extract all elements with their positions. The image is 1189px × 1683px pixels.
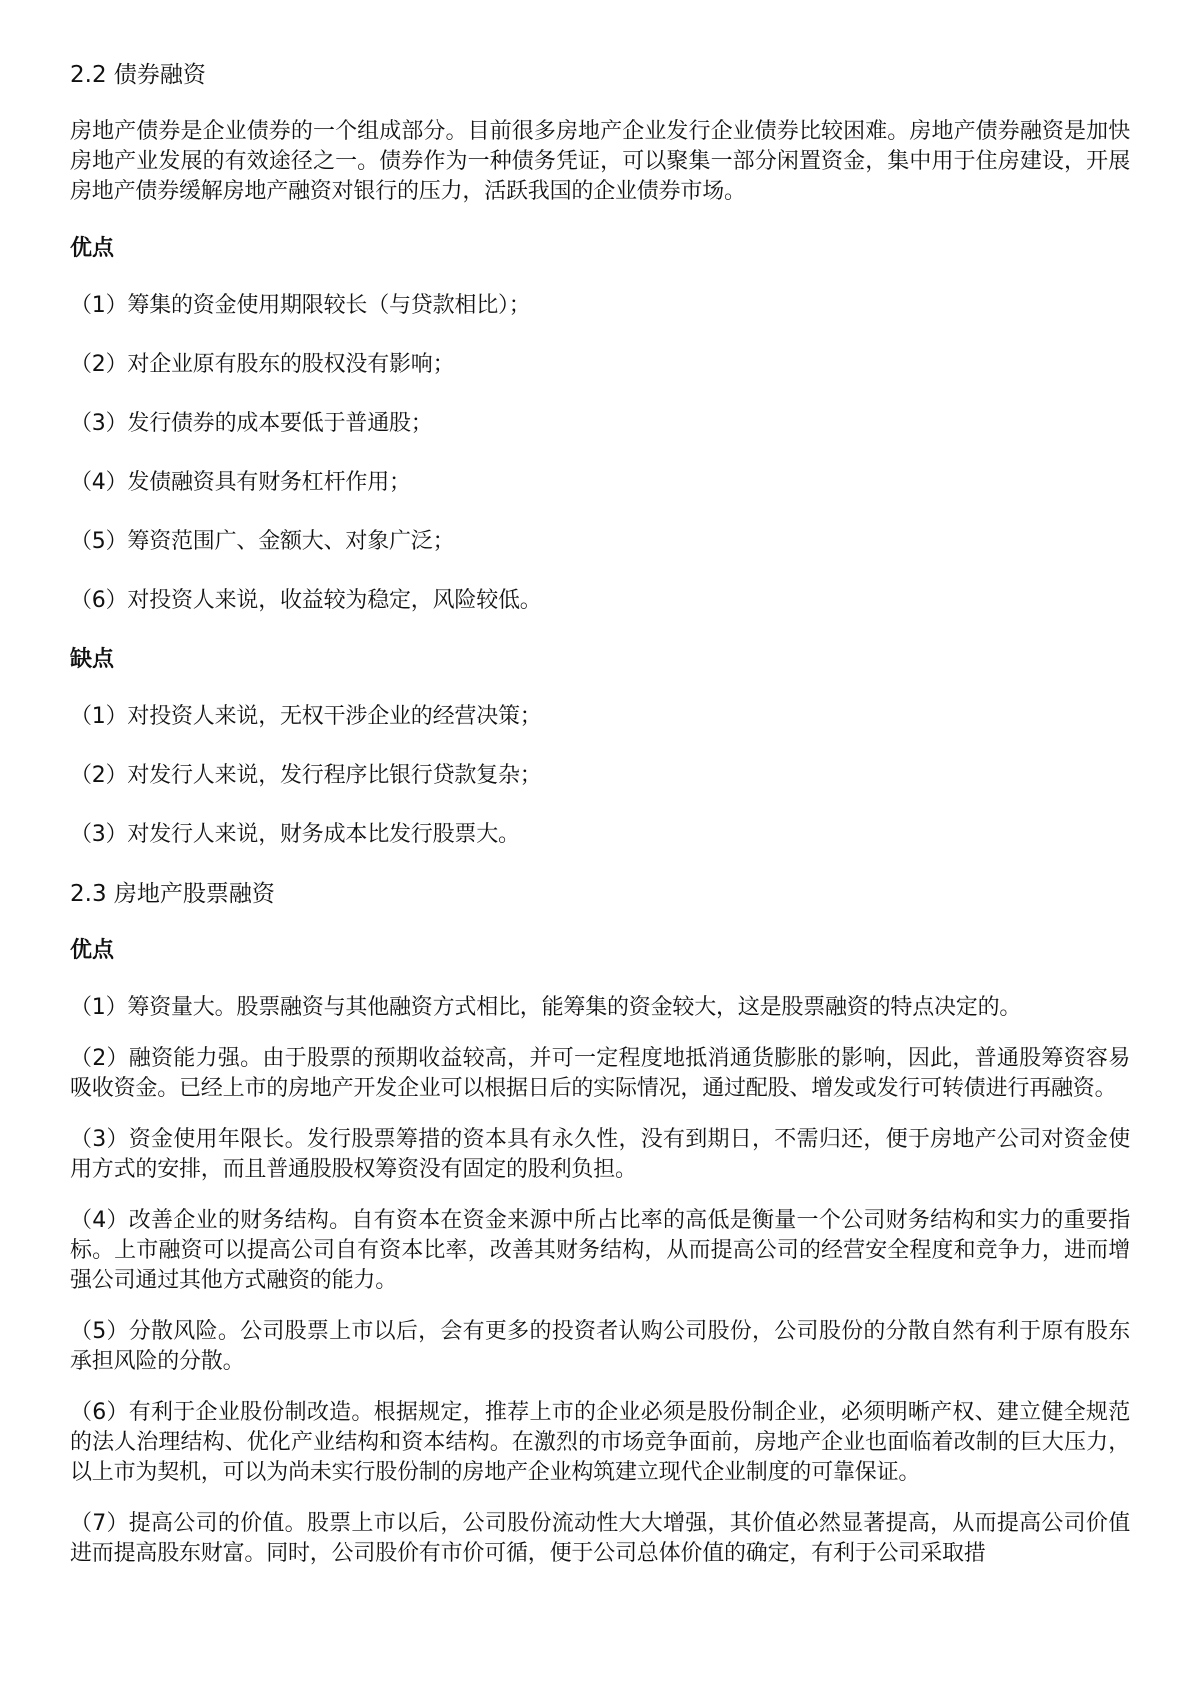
list-item: （1）对投资人来说，无权干涉企业的经营决策； xyxy=(70,704,542,729)
bond-advantages-label: 优点 xyxy=(70,236,115,261)
list-item: （4）发债融资具有财务杠杆作用； xyxy=(70,470,411,495)
list-item: （2）对发行人来说，发行程序比银行贷款复杂； xyxy=(70,763,542,788)
list-item: （3）资金使用年限长。发行股票筹措的资本具有永久性，没有到期日，不需归还，便于房地产公司对资金使用方式的安排，而且普通股股权筹资没有固定的股利负担。 xyxy=(70,1127,1130,1182)
stock-advantages-list xyxy=(70,993,1130,1569)
list-item: （6）对投资人来说，收益较为稳定，风险较低。 xyxy=(70,588,542,613)
bond-disadvantages-label: 缺点 xyxy=(70,647,115,672)
list-item: （6）有利于企业股份制改造。根据规定，推荐上市的企业必须是股份制企业，必须明晰产权、建立健全规范的法人治理结构、优化产业结构和资本结构。在激烈的市场竞争面前，房地产企业也面临着改制的巨大压力，以上市为契机，可以为尚未实行股份制的房地产企业构筑建立现代企业制度的可靠保证。 xyxy=(70,1400,1130,1485)
list-item: （1）筹资量大。股票融资与其他融资方式相比，能筹集的资金较大，这是股票融资的特点决定的。 xyxy=(70,995,1022,1020)
bond-advantages-list xyxy=(70,291,1130,616)
list-item: （4）改善企业的财务结构。自有资本在资金来源中所占比率的高低是衡量一个公司财务结构和实力的重要指标。上市融资可以提高公司自有资本比率，改善其财务结构，从而提高公司的经营安全程度和竞争力，进而增强公司通过其他方式融资的能力。 xyxy=(70,1208,1130,1293)
section-heading-2-3: 2.3 房地产股票融资 xyxy=(70,881,275,907)
bond-financing-intro: 房地产债券是企业债券的一个组成部分。目前很多房地产企业发行企业债券比较困难。房地产债券融资是加快房地产业发展的有效途径之一。债券作为一种债务凭证，可以聚集一部分闲置资金，集中用于住房建设，开展房地产债券缓解房地产融资对银行的压力，活跃我国的企业债券市场。 xyxy=(70,119,1130,204)
stock-advantages-label: 优点 xyxy=(70,938,115,963)
list-item: （1）筹集的资金使用期限较长（与贷款相比）； xyxy=(70,293,531,318)
list-item: （2）对企业原有股东的股权没有影响； xyxy=(70,352,455,377)
list-item: （3）发行债券的成本要低于普通股； xyxy=(70,411,433,436)
bond-disadvantages-list xyxy=(70,702,1130,850)
list-item: （7）提高公司的价值。股票上市以后，公司股份流动性大大增强，其价值必然显著提高，从而提高公司价值进而提高股东财富。同时，公司股价有市价可循，便于公司总体价值的确定，有利于公司采取措 xyxy=(70,1511,1130,1566)
list-item: （2）融资能力强。由于股票的预期收益较高，并可一定程度地抵消通货膨胀的影响，因此，普通股筹资容易吸收资金。已经上市的房地产开发企业可以根据日后的实际情况，通过配股、增发或发行可转债进行再融资。 xyxy=(70,1046,1130,1101)
list-item: （5）筹资范围广、金额大、对象广泛； xyxy=(70,529,455,554)
list-item: （3）对发行人来说，财务成本比发行股票大。 xyxy=(70,822,520,847)
list-item: （5）分散风险。公司股票上市以后，会有更多的投资者认购公司股份，公司股份的分散自然有利于原有股东承担风险的分散。 xyxy=(70,1319,1130,1374)
document-page xyxy=(70,60,1130,1590)
section-heading-2-2: 2.2 债券融资 xyxy=(70,62,206,88)
